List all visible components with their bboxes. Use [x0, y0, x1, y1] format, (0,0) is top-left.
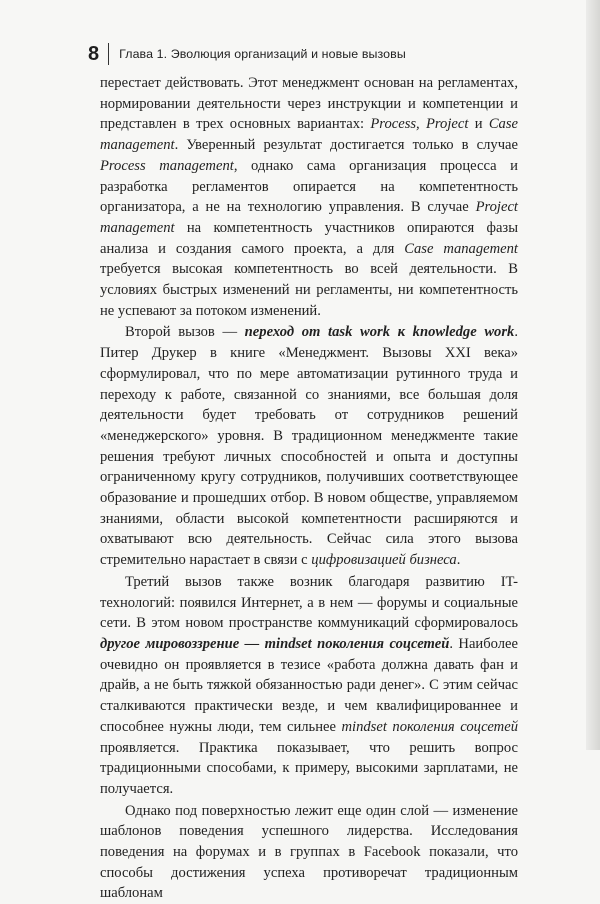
paragraph-1	[100, 73, 518, 321]
text-span: Однако под поверхностью лежит еще один слой — изменение шаблонов поведения успешного лидерства. Исследования поведения на форумах и в группах в Facebook показали, что способы достижения успеха противоречат традиционным шаблонам	[100, 802, 518, 902]
text-span: на компетентность участников опираются фазы анализа и создания самого проекта, а для	[100, 219, 518, 257]
body-text	[100, 73, 518, 904]
header-divider	[108, 43, 109, 65]
running-header	[88, 42, 406, 66]
page-number: 8	[88, 42, 100, 65]
text-span: .	[456, 552, 461, 569]
emphasis-span: другое мировоззрение — mindset поколения соцсетей	[100, 635, 450, 652]
text-span: и	[468, 116, 489, 133]
text-span: . Уверенный результат достигается только в случае	[174, 137, 518, 154]
text-span: . Наиболее очевидно он проявляется в тезисе «работа должна давать фан и драйв, а не быть тяжкой обязанностью ради денег». С этим сейчас сталкиваются практически везде, и чем квалифицированнее и способнее нужны люди, тем сильнее	[100, 635, 519, 735]
paragraph-3	[100, 572, 518, 800]
page-edge	[586, 0, 600, 750]
text-span: mindset поколения соцсетей	[341, 718, 518, 735]
text-span: цифровизацией бизнеса	[311, 552, 457, 569]
paragraph-2	[100, 322, 518, 570]
text-span: Третий вызов также возник благодаря развитию IT-технологий: появился Интернет, а в нем — форумы и социальные сети. В этом новом пространстве коммуникаций сформировалось	[100, 573, 518, 632]
text-span: перестает действовать. Этот менеджмент основан на регламентах, нормировании деятельности через инструкции и компетенции и представлен в трех основных вариантах:	[100, 75, 518, 133]
text-span: проявляется. Практика показывает, что решить вопрос традиционными способами, к примеру, высокими зарплатами, не получается.	[100, 739, 518, 797]
emphasis-span: переход от task work к knowledge work	[244, 324, 515, 341]
text-span: . Питер Друкер в книге «Менеджмент. Вызовы XXI века» сформулировал, что по мере автоматизации рутинного труда и переходу к работе, связанной со знаниями, все большая доля деятельности будет требовать от сотрудников решений «менеджерского» уровня. В традиционном менеджменте такие решения требуют личных способностей и опыта и доступны ограниченному кругу сотрудников, получивших соответствующее образование и прошедших отбор. В новом обществе, управляемом знаниями, области высокой компетентности расширяются и охватывают всю деятельность. Сейчас сила этого вызова стремительно нарастает в связи с	[100, 324, 518, 569]
text-span: Project management	[100, 199, 518, 236]
text-span: Case management	[404, 240, 518, 257]
chapter-title: Глава 1. Эволюция организаций и новые вызовы	[119, 47, 406, 61]
paragraph-4	[100, 801, 518, 904]
text-span: требуется высокая компетентность во всей деятельности. В условиях быстрых изменений ни регламенты, ни компетентность не успевают за потоком изменений.	[100, 261, 518, 319]
text-span: Process, Project	[370, 116, 469, 133]
text-span: , однако сама организация процесса и разработка регламентов опирается на компетентность организатора, а не на технологию управления. В случае	[100, 157, 518, 216]
text-span: Process management	[100, 157, 234, 174]
text-span: Case management	[100, 116, 519, 154]
text-span: Второй вызов —	[125, 324, 245, 341]
